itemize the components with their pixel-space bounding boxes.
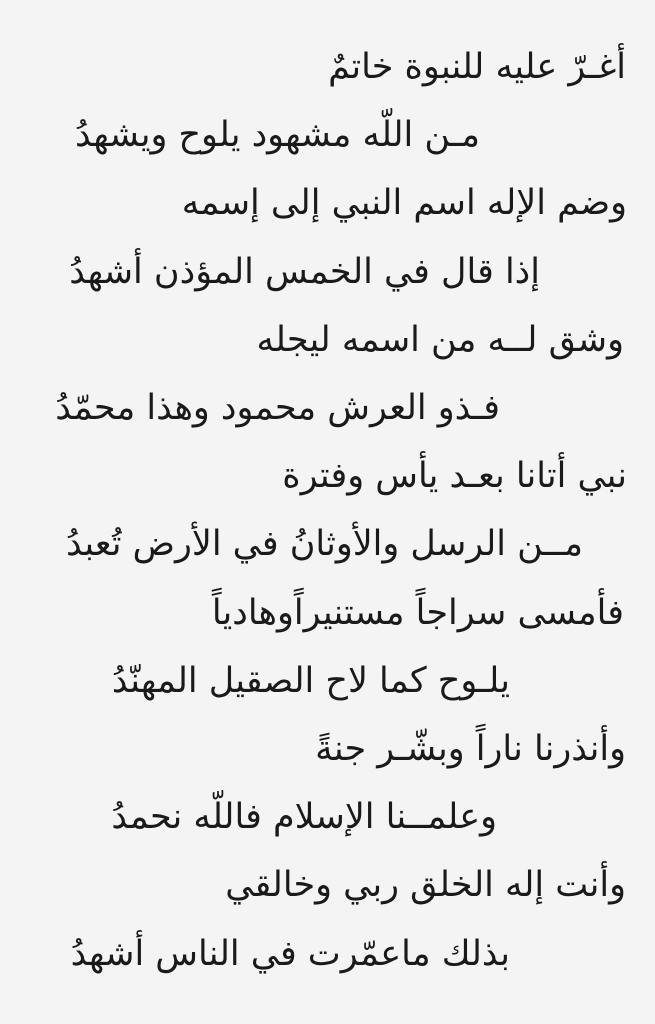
verse-line: وأنت إله الخلق ربي وخالقي	[225, 865, 626, 905]
verse-line: فأمسى سراجاً مستنيراًوهادياً	[211, 593, 624, 633]
verse-line: نبي أتانا بعـد يأس وفترة	[282, 456, 627, 496]
verse-line: فـذو العرش محمود وهذا محمّدُ	[55, 388, 500, 428]
verse-line: وأنذرنا ناراً وبشّـر جنةً	[315, 729, 626, 769]
verse-line: إذا قال في الخمس المؤذن أشهدُ	[69, 252, 540, 292]
verse-line: وعلمــنا الإسلام فاللّه نحمدُ	[111, 797, 497, 837]
verse-line: وشق لــه من اسمه ليجله	[256, 320, 624, 360]
verse-line: بذلك ماعمّرت في الناس أشهدُ	[70, 934, 510, 974]
verse-line: أغـرّ عليه للنبوة خاتمٌ	[328, 47, 626, 87]
verse-line: مـن اللّه مشهود يلوح ويشهدُ	[74, 115, 480, 155]
verse-line: وضم الإله اسم النبي إلى إسمه	[181, 183, 627, 223]
verse-line: يلـوح كما لاح الصقيل المهنّدُ	[111, 661, 510, 701]
verse-line: مــن الرسل والأوثانُ في الأرض تُعبدُ	[65, 524, 583, 564]
